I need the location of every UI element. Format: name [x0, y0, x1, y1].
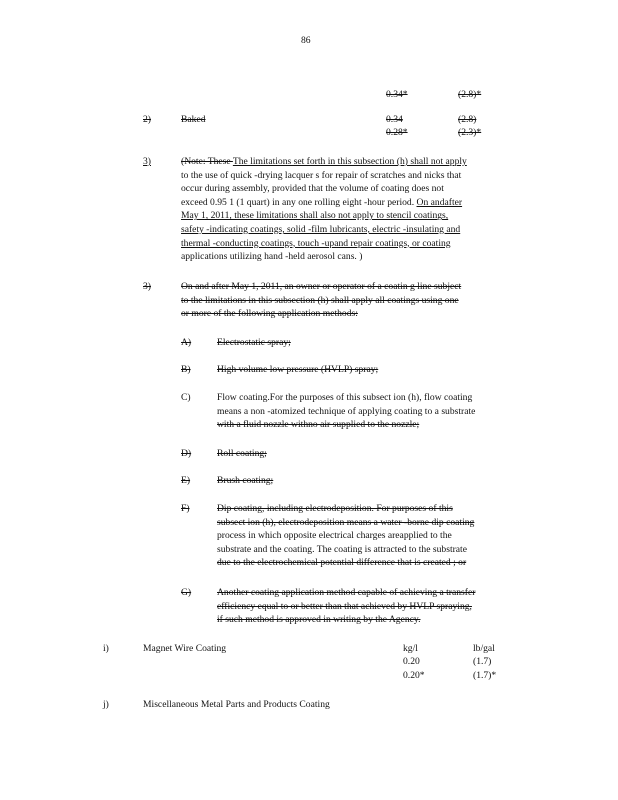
method-g-line: Another coating application method capable of achieving a transfer: [217, 587, 476, 598]
method-f-text: [217, 502, 474, 570]
section-j-number: j): [103, 699, 109, 710]
method-c-line: means a non -atomized technique of applying coating to a substrate: [217, 405, 476, 417]
method-g-line: efficiency equal to or better than that achieved by HVLP spraying,: [217, 600, 472, 612]
method-c-text: [217, 391, 475, 432]
method-b-text: High volume low pressure (HVLP) spray;: [217, 364, 379, 375]
section-i-number: i): [103, 643, 109, 654]
method-e-letter: E): [181, 475, 191, 486]
section-j-title: Miscellaneous Metal Parts and Products Coating: [143, 699, 330, 710]
method-f-line: subsect ion (h), electrodeposition means a water -borne dip coating: [217, 516, 475, 528]
note-paragraph: [181, 155, 533, 264]
method-a-letter: A): [181, 337, 192, 348]
note-inserted-text: On andafter: [416, 196, 463, 208]
method-c-letter: C): [181, 392, 191, 403]
note-line: exceed 0.95 1 (1 quart) in any one rolling eight -hour period.: [181, 196, 417, 208]
method-d-text: Roll coating;: [217, 448, 267, 459]
page-number: 86: [301, 35, 311, 46]
method-d-letter: D): [181, 448, 192, 459]
method-c-line: Flow coating.For the purposes of this subsect ion (h), flow coating: [217, 392, 473, 403]
method-f-line: substrate and the coating. The coating is attracted to the substrate: [217, 543, 467, 555]
method-a-text: Electrostatic spray;: [217, 337, 291, 348]
section-i-title: Magnet Wire Coating: [143, 643, 227, 654]
method-g-line: if such method is approved in writing by the Agency.: [217, 614, 421, 626]
note-struck-text: (Note: These: [181, 156, 233, 167]
baked-metric-2: 0.28*: [386, 127, 408, 138]
baked-english-1: (2.8): [458, 114, 477, 125]
section-i-metric-2: 0.20*: [403, 670, 425, 681]
method-c-line: with a fluid nozzle withno air supplied to the nozzle;: [217, 419, 420, 431]
note-number: 3): [143, 156, 151, 167]
baked-metric-1: 0.34: [386, 114, 403, 125]
baked-label: Baked: [181, 114, 206, 125]
note-line: applications utilizing hand -held aerosol cans. ): [181, 251, 363, 263]
section-i-unit-metric: kg/l: [403, 643, 418, 654]
note-line: occur during assembly, provided that the volume of coating does not: [181, 183, 444, 195]
method-b-letter: B): [181, 364, 191, 375]
method-f-line: process in which opposite electrical charges areapplied to the: [217, 530, 452, 542]
baked-english-2: (2.3)*: [458, 127, 482, 138]
method-e-text: Brush coating;: [217, 475, 274, 486]
note-inserted-text: May 1, 2011, these limitations shall also not apply to stencil coatings,: [181, 210, 449, 222]
method-f-line: due to the electrochemical potential difference that is created ; or: [217, 557, 467, 569]
method-g-letter: G): [181, 587, 192, 598]
struck-line: On and after May 1, 2011, an owner or operator of a coatin g line subject: [181, 281, 462, 292]
method-g-text: [217, 586, 475, 627]
struck-item-number: 3): [143, 281, 151, 292]
note-line: The limitations set forth in this subsection (h) shall not apply: [232, 156, 467, 167]
struck-line: to the limitations in this subsection (h) shall apply all coatings using one: [181, 294, 459, 306]
section-i-metric-1: 0.20: [403, 656, 420, 667]
baked-number: 2): [143, 114, 151, 125]
top-metric-value: 0.34*: [386, 89, 408, 100]
method-f-letter: F): [181, 503, 190, 514]
note-inserted-text: thermal -conducting coatings, touch -upand repair coatings, or coating: [181, 237, 451, 249]
struck-paragraph: [181, 280, 533, 321]
struck-line: or more of the following application methods:: [181, 308, 358, 320]
note-line: to the use of quick -drying lacquer s for repair of scratches and nicks that: [181, 169, 462, 181]
note-inserted-text: safety -indicating coatings, solid -film lubricants, electric -insulating and: [181, 223, 461, 235]
section-i-unit-english: lb/gal: [473, 643, 495, 654]
section-i-english-2: (1.7)*: [473, 670, 497, 681]
top-english-value: (2.8)*: [458, 89, 482, 100]
method-f-line: Dip coating, including electrodeposition. For purposes of this: [217, 503, 453, 514]
section-i-english-1: (1.7): [473, 656, 492, 667]
